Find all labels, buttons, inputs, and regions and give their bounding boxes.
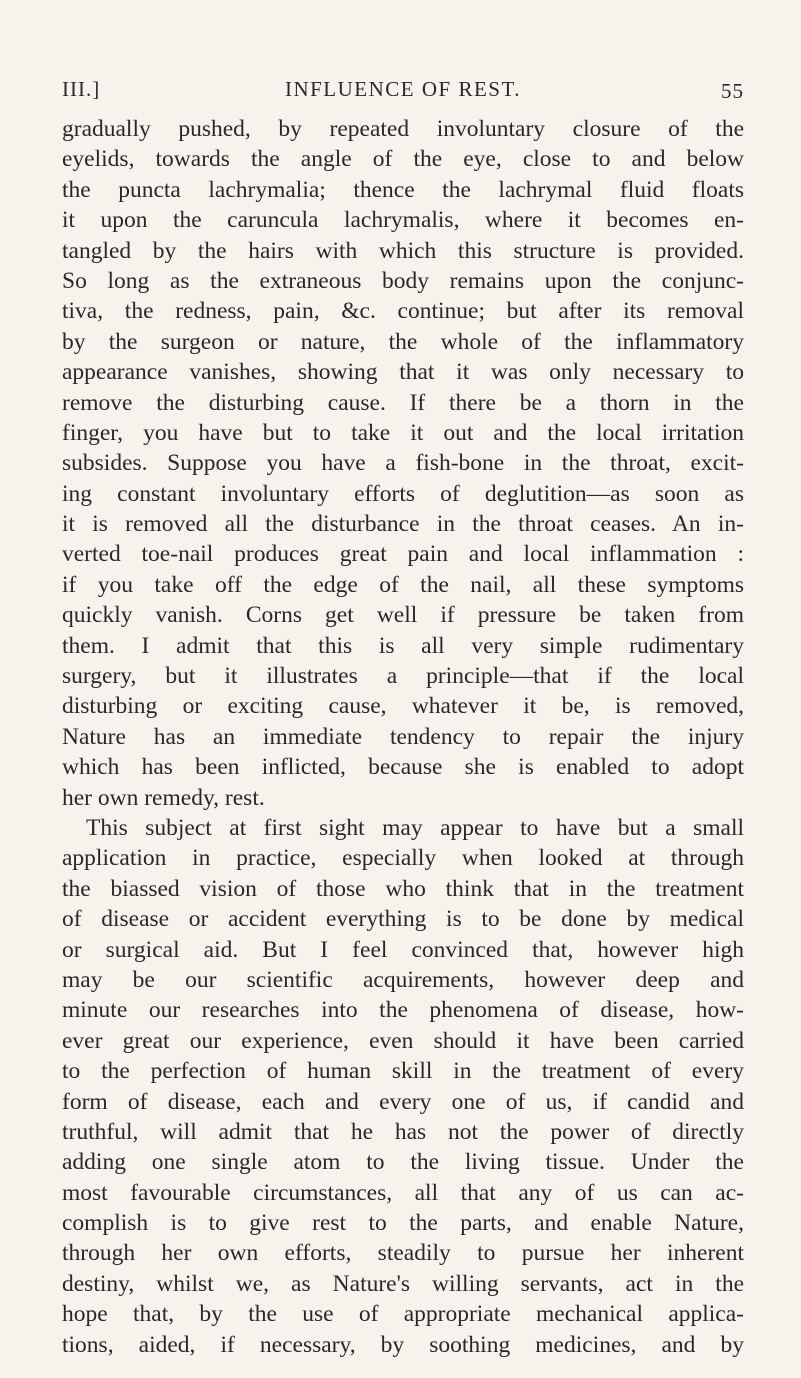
text-line: verted toe-nail produces great pain and local inflammation : [62,541,744,568]
text-line: remove the disturbing cause. If there be a thorn in the [62,389,744,416]
text-line: ing constant involuntary efforts of deglutition—as soon as [62,480,744,507]
text-line: it is removed all the disturbance in the throat ceases. An in- [62,511,744,538]
text-line: finger, you have but to take it out and the local irritation [62,419,744,446]
text-line: by the surgeon or nature, the whole of the inflammatory [62,328,744,355]
text-line: eyelids, towards the angle of the eye, close to and below [62,146,744,173]
text-line: So long as the extraneous body remains upon the conjunc- [62,267,744,294]
text-line: disturbing or exciting cause, whatever it be, is removed, [62,693,744,720]
text-line: most favourable circumstances, all that any of us can ac- [62,1179,744,1206]
text-line: through her own efforts, steadily to pursue her inherent [62,1240,744,1267]
text-line: tiva, the redness, pain, &c. continue; but after its removal [62,298,744,325]
running-title: INFLUENCE OF REST. [284,77,522,101]
text-line: surgery, but it illustrates a principle—that if the local [62,663,744,690]
text-line: truthful, will admit that he has not the power of directly [62,1118,744,1145]
text-line: adding one single atom to the living tissue. Under the [62,1149,744,1176]
text-line: quickly vanish. Corns get well if pressure be taken from [62,602,744,629]
text-line: tangled by the hairs with which this structure is provided. [62,237,744,264]
text-line: if you take off the edge of the nail, all these symptoms [62,571,744,598]
text-line: to the perfection of human skill in the treatment of every [62,1058,744,1085]
text-line: ever great our experience, even should it have been carried [62,1027,744,1054]
text-line: of disease or accident everything is to be done by medical [62,906,744,933]
body-text [62,114,744,1360]
text-line: gradually pushed, by repeated involuntary closure of the [62,116,744,142]
text-line: her own remedy, rest. [62,784,265,811]
text-line: or surgical aid. But I feel convinced that, however high [62,936,744,963]
text-line: tions, aided, if necessary, by soothing medicines, and by [62,1331,744,1358]
text-line: complish is to give rest to the parts, and enable Nature, [62,1210,744,1237]
text-line: it upon the caruncula lachrymalis, where it becomes en- [62,207,744,234]
text-line: destiny, whilst we, as Nature's willing servants, act in the [62,1270,744,1297]
running-header [62,77,744,107]
text-line: minute our researches into the phenomena of disease, how- [62,997,744,1024]
chapter-number: III.] [62,77,101,101]
text-line: may be our scientific acquirements, however deep and [62,966,744,993]
text-line: This subject at first sight may appear to have but a small [86,814,744,841]
text-line: the biassed vision of those who think that in the treatment [62,875,744,902]
text-line: which has been inflicted, because she is enabled to adopt [62,754,744,781]
text-line: form of disease, each and every one of us, if candid and [62,1088,744,1115]
text-line: hope that, by the use of appropriate mechanical applica- [62,1301,744,1328]
text-line: the puncta lachrymalia; thence the lachrymal fluid floats [62,176,744,203]
text-line: application in practice, especially when looked at through [62,845,744,872]
page-number: 55 [721,79,744,103]
text-line: Nature has an immediate tendency to repair the injury [62,723,744,750]
text-line: appearance vanishes, showing that it was only necessary to [62,359,744,386]
text-line: them. I admit that this is all very simple rudimentary [62,632,744,659]
text-line: subsides. Suppose you have a fish-bone in the throat, excit- [62,450,744,477]
